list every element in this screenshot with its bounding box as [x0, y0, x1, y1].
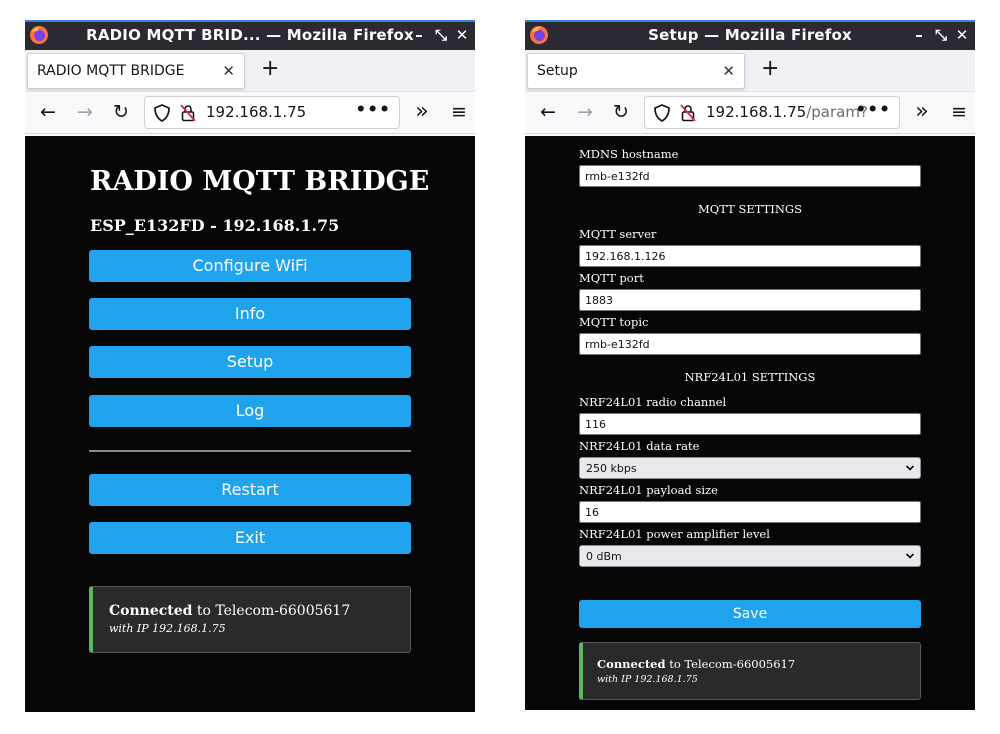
right-page-content [525, 136, 975, 710]
back-button[interactable]: ← [40, 101, 56, 123]
left-page-content [25, 136, 475, 712]
left-tab-bar [25, 50, 475, 92]
connection-status-box [579, 642, 921, 700]
right-titlebar [525, 20, 975, 50]
url-path: /param? [806, 103, 868, 121]
chevron-down-icon [905, 549, 915, 563]
overflow-menu-button[interactable]: » [915, 99, 929, 124]
divider [89, 450, 411, 452]
payload-size-input[interactable]: 16 [579, 501, 921, 523]
status-ip: with IP 192.168.1.75 [109, 622, 226, 635]
left-nav-bar [25, 92, 475, 134]
right-browser-window [525, 20, 975, 710]
status-connected: Connected [597, 657, 666, 671]
tab-setup[interactable] [527, 53, 745, 89]
mqtt-settings-heading: MQTT SETTINGS [698, 202, 802, 216]
status-line [597, 657, 795, 671]
info-button[interactable]: Info [89, 298, 411, 330]
maximize-button[interactable]: ⤡ [934, 26, 947, 44]
reload-button[interactable]: ↻ [613, 101, 629, 123]
connection-status-box [89, 586, 411, 653]
save-button[interactable]: Save [579, 600, 921, 628]
page-actions-button[interactable]: ••• [855, 100, 891, 120]
app-menu-button[interactable]: ≡ [451, 101, 467, 123]
status-ip: with IP 192.168.1.75 [597, 674, 698, 685]
url-host: 192.168.1.75 [206, 103, 307, 121]
status-network: to Telecom-66005617 [192, 603, 351, 619]
mqtt-topic-input[interactable]: rmb-e132fd [579, 333, 921, 355]
insecure-lock-icon[interactable] [679, 103, 697, 123]
window-title: RADIO MQTT BRID... — Mozilla Firefox [86, 26, 414, 44]
right-tab-bar [525, 50, 975, 92]
nrf24l01-settings-heading: NRF24L01 SETTINGS [684, 370, 816, 384]
minimize-button[interactable]: – [915, 26, 923, 44]
tab-label: RADIO MQTT BRIDGE [37, 63, 185, 79]
configure-wifi-button[interactable]: Configure WiFi [89, 250, 411, 282]
data-rate-select[interactable] [579, 457, 921, 479]
data-rate-label: NRF24L01 data rate [579, 439, 700, 453]
shield-icon[interactable] [653, 103, 671, 123]
page-title: RADIO MQTT BRIDGE [90, 166, 430, 197]
mqtt-port-label: MQTT port [579, 271, 644, 285]
close-tab-icon[interactable]: ✕ [222, 62, 235, 80]
app-menu-button[interactable]: ≡ [951, 101, 967, 123]
mqtt-port-input[interactable]: 1883 [579, 289, 921, 311]
url-text[interactable] [706, 103, 868, 121]
url-bar[interactable] [644, 96, 900, 129]
power-amplifier-label: NRF24L01 power amplifier level [579, 527, 770, 541]
left-titlebar [25, 20, 475, 50]
back-button[interactable]: ← [540, 101, 556, 123]
mdns-hostname-label: MDNS hostname [579, 147, 679, 161]
mqtt-topic-label: MQTT topic [579, 315, 649, 329]
url-bar[interactable] [144, 96, 400, 129]
chevron-down-icon [905, 461, 915, 475]
device-subtitle: ESP_E132FD - 192.168.1.75 [90, 216, 340, 235]
page-actions-button[interactable]: ••• [355, 100, 391, 120]
url-host: 192.168.1.75 [706, 103, 807, 121]
radio-channel-input[interactable]: 116 [579, 413, 921, 435]
mdns-hostname-input[interactable]: rmb-e132fd [579, 165, 921, 187]
shield-icon[interactable] [153, 103, 171, 123]
insecure-lock-icon[interactable] [179, 103, 197, 123]
window-title: Setup — Mozilla Firefox [648, 26, 852, 44]
setup-button[interactable]: Setup [89, 346, 411, 378]
status-connected: Connected [109, 603, 193, 619]
log-button[interactable]: Log [89, 395, 411, 427]
close-window-button[interactable]: ✕ [955, 26, 969, 44]
exit-button[interactable]: Exit [89, 522, 411, 554]
close-tab-icon[interactable]: ✕ [722, 62, 735, 80]
new-tab-button[interactable]: + [261, 56, 280, 81]
restart-button[interactable]: Restart [89, 474, 411, 506]
minimize-button[interactable]: – [415, 26, 423, 44]
mqtt-server-input[interactable]: 192.168.1.126 [579, 245, 921, 267]
forward-button[interactable]: → [577, 101, 593, 123]
close-window-button[interactable]: ✕ [455, 26, 469, 44]
data-rate-value: 250 kbps [586, 462, 637, 475]
mqtt-server-label: MQTT server [579, 227, 657, 241]
status-network: to Telecom-66005617 [665, 657, 796, 671]
url-text[interactable] [206, 103, 306, 121]
power-amplifier-value: 0 dBm [586, 550, 622, 563]
payload-size-label: NRF24L01 payload size [579, 483, 718, 497]
tab-radio-mqtt-bridge[interactable] [27, 53, 245, 89]
overflow-menu-button[interactable]: » [415, 99, 429, 124]
radio-channel-label: NRF24L01 radio channel [579, 395, 727, 409]
tab-label: Setup [537, 63, 578, 79]
forward-button[interactable]: → [77, 101, 93, 123]
right-nav-bar [525, 92, 975, 134]
status-line [109, 603, 350, 619]
left-browser-window [25, 20, 475, 712]
power-amplifier-select[interactable] [579, 545, 921, 567]
new-tab-button[interactable]: + [761, 56, 780, 81]
maximize-button[interactable]: ⤡ [434, 26, 447, 44]
reload-button[interactable]: ↻ [113, 101, 129, 123]
